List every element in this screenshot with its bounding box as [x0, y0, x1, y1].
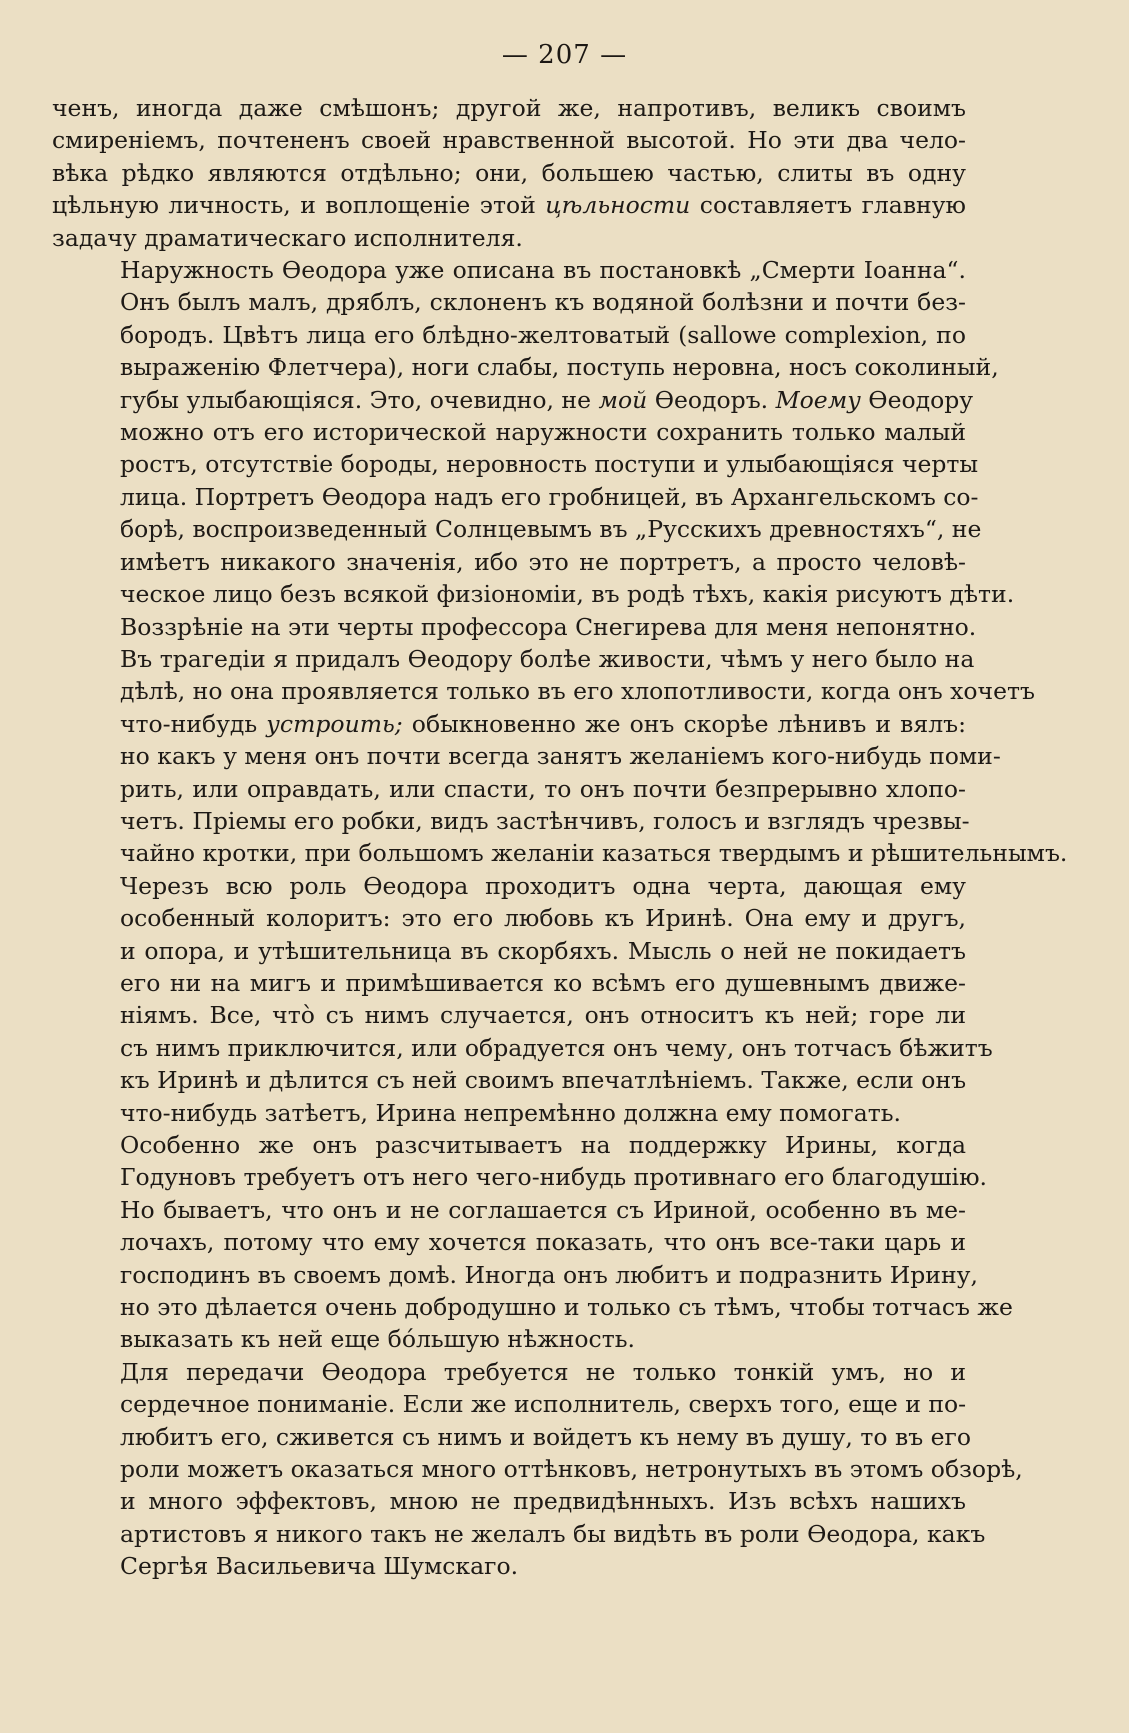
text-run: смиреніемъ, почтененъ своей нравственной высотой. Но эти два чело- — [52, 126, 966, 155]
text-line — [52, 1518, 986, 1550]
text-line — [52, 1323, 966, 1355]
text-line — [52, 611, 977, 643]
text-line — [52, 708, 966, 740]
text-line — [52, 578, 1015, 610]
text-line — [52, 157, 966, 189]
text-run: и много эффектовъ, мною не предвидѣнныхъ. Изъ всѣхъ нашихъ — [120, 1487, 966, 1516]
paragraph — [52, 870, 993, 1129]
text-run: борѣ, воспроизведенный Солнцевымъ въ „Русскихъ древностяхъ“, не — [120, 515, 982, 544]
text-run: Ѳеодоръ. — [647, 385, 776, 414]
text-run: лица. Портретъ Ѳеодора надъ его гробницей, въ Архангельскомъ со- — [120, 482, 979, 511]
text-line — [52, 416, 966, 448]
text-run: губы улыбающіяся. Это, очевидно, не — [120, 385, 599, 414]
paragraph — [52, 92, 966, 254]
text-run: Воззрѣніе на эти черты профессора Снегирева для меня непонятно. — [120, 612, 977, 641]
text-line — [52, 222, 966, 254]
text-run: составляетъ главную — [690, 191, 967, 220]
text-line — [52, 286, 966, 318]
text-run: любитъ его, сживется съ нимъ и войдетъ къ нему въ душу, то въ его — [120, 1422, 972, 1451]
text-line — [52, 1421, 972, 1453]
text-line — [52, 513, 982, 545]
text-run: артистовъ я никого такъ не желалъ бы видѣть въ роли Ѳеодора, какъ — [120, 1519, 986, 1548]
text-line — [52, 1064, 966, 1096]
text-run: выказать къ ней еще бóльшую нѣжность. — [120, 1325, 635, 1354]
text-line — [52, 740, 1001, 772]
text-run: ческое лицо безъ всякой физіономіи, въ родѣ тѣхъ, какія рисуютъ дѣти. — [120, 580, 1015, 609]
text-run: выраженію Флетчера), ноги слабы, поступь неровна, носъ соколиный, — [120, 353, 999, 382]
text-run: ніямъ. Все, чтò съ нимъ случается, онъ относитъ къ ней; горе ли — [120, 1001, 966, 1030]
text-run: съ нимъ приключится, или обрадуется онъ чему, онъ тотчасъ бѣжитъ — [120, 1033, 993, 1062]
text-line — [52, 837, 1068, 869]
text-line — [52, 967, 966, 999]
text-run: роли можетъ оказаться много оттѣнковъ, нетронутыхъ въ этомъ обзорѣ, — [120, 1455, 1023, 1484]
text-run: задачу драматическаго исполнителя. — [52, 223, 523, 252]
text-run: къ Иринѣ и дѣлится съ ней своимъ впечатлѣніемъ. Также, если онъ — [120, 1066, 967, 1095]
text-run: ростъ, отсутствіе бороды, неровность поступи и улыбающіяся черты — [120, 450, 979, 479]
text-run: дѣлѣ, но она проявляется только въ его хлопотливости, когда онъ хочетъ — [120, 677, 1035, 706]
text-run: бородъ. Цвѣтъ лица его блѣдно-желтоватый (sallowe complexion, по — [120, 320, 966, 349]
text-line — [52, 805, 970, 837]
text-run: что-нибудь затѣетъ, Ирина непремѣнно должна ему помогать. — [120, 1098, 901, 1127]
text-line — [52, 1453, 1023, 1485]
text-run: рить, или оправдать, или спасти, то онъ почти безпрерывно хлопо- — [120, 774, 966, 803]
text-line — [52, 189, 966, 221]
paragraph — [52, 643, 1068, 870]
text-run: что-нибудь — [120, 709, 267, 738]
text-line — [52, 1259, 978, 1291]
text-run: Ѳеодору — [860, 385, 974, 414]
text-run: Сергѣя Васильевича Шумскаго. — [120, 1552, 519, 1581]
text-line — [52, 384, 974, 416]
paragraph — [52, 254, 1015, 643]
text-run: Годуновъ требуетъ отъ него чего-нибудь противнаго его благодушію. — [120, 1163, 987, 1192]
italic-emphasis: мой — [598, 385, 648, 414]
text-run: Онъ былъ малъ, дряблъ, склоненъ къ водяной болѣзни и почти без- — [120, 288, 966, 317]
text-line — [52, 1161, 987, 1193]
text-line — [52, 902, 966, 934]
text-line — [52, 1550, 966, 1582]
italic-emphasis: устроить; — [266, 709, 403, 738]
text-line — [52, 546, 966, 578]
text-line — [52, 1129, 966, 1161]
text-run: вѣка рѣдко являются отдѣльно; они, большею частью, слиты въ одну — [52, 158, 966, 187]
text-run: Особенно же онъ разсчитываетъ на поддержку Ирины, когда — [120, 1131, 966, 1159]
text-run: сердечное пониманіе. Если же исполнитель, сверхъ того, еще и по- — [120, 1390, 967, 1419]
text-line — [52, 1097, 966, 1129]
text-run: Наружность Ѳеодора уже описана въ постановкѣ „Смерти Іоанна“. — [120, 256, 966, 285]
paragraph — [52, 1356, 1023, 1583]
text-line — [52, 1032, 993, 1064]
text-line — [52, 124, 966, 156]
text-run: его ни на мигъ и примѣшивается ко всѣмъ его душевнымъ движе- — [120, 968, 966, 997]
text-line — [52, 448, 979, 480]
text-line — [52, 675, 1035, 707]
text-line — [52, 1226, 966, 1258]
text-run: но это дѣлается очень добродушно и только съ тѣмъ, чтобы тотчасъ же — [120, 1293, 1013, 1322]
text-line — [52, 319, 966, 351]
text-run: чайно кротки, при большомъ желаніи казаться твердымъ и рѣшительнымъ. — [120, 839, 1068, 868]
text-run: и опора, и утѣшительница въ скорбяхъ. Мысль о ней не покидаетъ — [120, 936, 966, 965]
text-line — [52, 935, 966, 967]
text-line — [52, 254, 966, 286]
text-run: обыкновенно же онъ скорѣе лѣнивъ и вялъ: — [402, 709, 966, 738]
text-line — [52, 1194, 966, 1226]
text-line — [52, 870, 966, 902]
text-line — [52, 999, 966, 1031]
text-run: цѣльную личность, и воплощеніе этой — [52, 191, 546, 220]
italic-emphasis: Моему — [775, 385, 861, 414]
text-run: имѣетъ никакого значенія, ибо это не портретъ, а просто человѣ- — [120, 547, 966, 576]
text-line — [52, 351, 999, 383]
text-run: лочахъ, потому что ему хочется показать, что онъ все-таки царь и — [120, 1228, 966, 1257]
text-run: Для передачи Ѳеодора требуется не только тонкій умъ, но и — [120, 1357, 966, 1386]
text-run: Въ трагедіи я придалъ Ѳеодору болѣе живости, чѣмъ у него было на — [120, 644, 975, 673]
text-run: господинъ въ своемъ домѣ. Иногда онъ любитъ и подразнить Ирину, — [120, 1260, 978, 1289]
text-run: ченъ, иногда даже смѣшонъ; другой же, напротивъ, великъ своимъ — [52, 94, 966, 122]
paragraph — [52, 1129, 1013, 1356]
text-line — [52, 1356, 966, 1388]
text-line — [52, 773, 966, 805]
text-run: Но бываетъ, что онъ и не соглашается съ Ириной, особенно въ ме- — [120, 1195, 966, 1224]
text-line — [52, 1485, 966, 1517]
text-line — [52, 643, 975, 675]
text-run: можно отъ его исторической наружности сохранить только малый — [120, 418, 966, 447]
text-run: особенный колоритъ: это его любовь къ Иринѣ. Она ему и другъ, — [120, 904, 966, 933]
text-line — [52, 1388, 966, 1420]
text-line — [52, 481, 979, 513]
text-run: Черезъ всю роль Ѳеодора проходитъ одна черта, дающая ему — [120, 871, 966, 900]
text-line — [52, 92, 966, 124]
page-number: — 207 — — [501, 40, 628, 70]
italic-emphasis: цѣльности — [545, 191, 691, 220]
body-text — [52, 92, 1068, 1583]
text-run: но какъ у меня онъ почти всегда занятъ желаніемъ кого-нибудь поми- — [120, 742, 1001, 771]
text-line — [52, 1291, 1013, 1323]
text-run: четъ. Пріемы его робки, видъ застѣнчивъ, голосъ и взглядъ чрезвы- — [120, 806, 970, 835]
